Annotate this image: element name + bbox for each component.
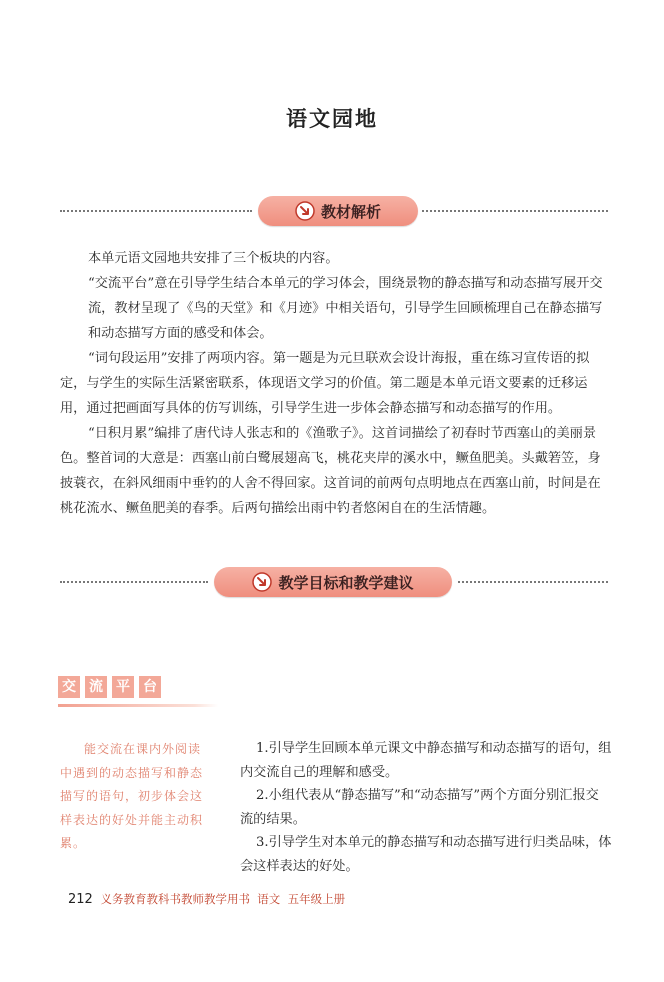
page-number: 212 xyxy=(68,892,93,907)
book-title: 义务教育教科书教师教学用书 语文 五年级上册 xyxy=(100,892,346,906)
analysis-paragraph-4: “日积月累”编排了唐代诗人张志和的《渔歌子》。这首词描绘了初春时节西塞山的美丽景色。整首词的大意是：西塞山前白鹭展翅高飞，桃花夹岸的溪水中，鳜鱼肥美。头戴箬笠，身披蓑衣，在斜风细雨中垂钓的人舍不得回家。这首词的前两句点明地点在西塞山前，时间是在桃花流水、鳜鱼肥美的春季。后两句描绘出雨中钓者悠闲自在的生活情趣。 xyxy=(60,426,601,516)
section-header-goals xyxy=(60,567,608,597)
dotted-divider-left xyxy=(60,210,252,212)
dotted-divider-right xyxy=(458,581,608,583)
exchange-platform-heading xyxy=(58,676,208,710)
teaching-steps xyxy=(240,737,612,878)
heading-char: 台 xyxy=(139,676,161,698)
dotted-divider-left xyxy=(60,581,208,583)
step-item: 1.引导学生回顾本单元课文中静态描写和动态描写的语句，组内交流自己的理解和感受。 xyxy=(240,741,612,780)
step-item: 2.小组代表从“静态描写”和“动态描写”两个方面分别汇报交流的结果。 xyxy=(240,788,599,827)
heading-char: 平 xyxy=(112,676,134,698)
page-title: 语文园地 xyxy=(286,106,378,131)
section-pill-analysis xyxy=(258,196,418,226)
heading-underline xyxy=(58,704,218,707)
step-item: 3.引导学生对本单元的静态描写和动态描写进行归类品味，体会这样表达的好处。 xyxy=(240,835,612,874)
section-pill-goals xyxy=(214,567,452,597)
heading-char: 交 xyxy=(58,676,80,698)
arrow-down-right-icon xyxy=(252,572,272,592)
analysis-paragraph-3: “词句段运用”安排了两项内容。第一题是为元旦联欢会设计海报，重在练习宣传语的拟定，与学生的实际生活紧密联系，体现语文学习的价值。第二题是本单元语文要素的迁移运用，通过把画面写具体的仿写训练，引导学生进一步体会静态描写和动态描写的作用。 xyxy=(60,351,590,416)
dotted-divider-right xyxy=(422,210,608,212)
page-footer xyxy=(68,891,628,907)
heading-char: 流 xyxy=(85,676,107,698)
teaching-goal-note: 能交流在课内外阅读中遇到的动态描写和静态描写的语句，初步体会这样表达的好处并能主动积累。 xyxy=(60,742,204,850)
analysis-body xyxy=(60,246,608,521)
section-label-goals: 教学目标和教学建议 xyxy=(278,573,414,592)
section-header-analysis xyxy=(60,196,608,226)
analysis-paragraph-2: “交流平台”意在引导学生结合本单元的学习体会，围绕景物的静态描写和动态描写展开交流，教材呈现了《鸟的天堂》和《月迹》中相关语句，引导学生回顾梳理自己在静态描写和动态描写方面的感受和体会。 xyxy=(88,276,603,341)
arrow-down-right-icon xyxy=(295,201,315,221)
section-label-analysis: 教材解析 xyxy=(320,202,381,221)
analysis-paragraph-1: 本单元语文园地共安排了三个板块的内容。 xyxy=(88,251,339,266)
